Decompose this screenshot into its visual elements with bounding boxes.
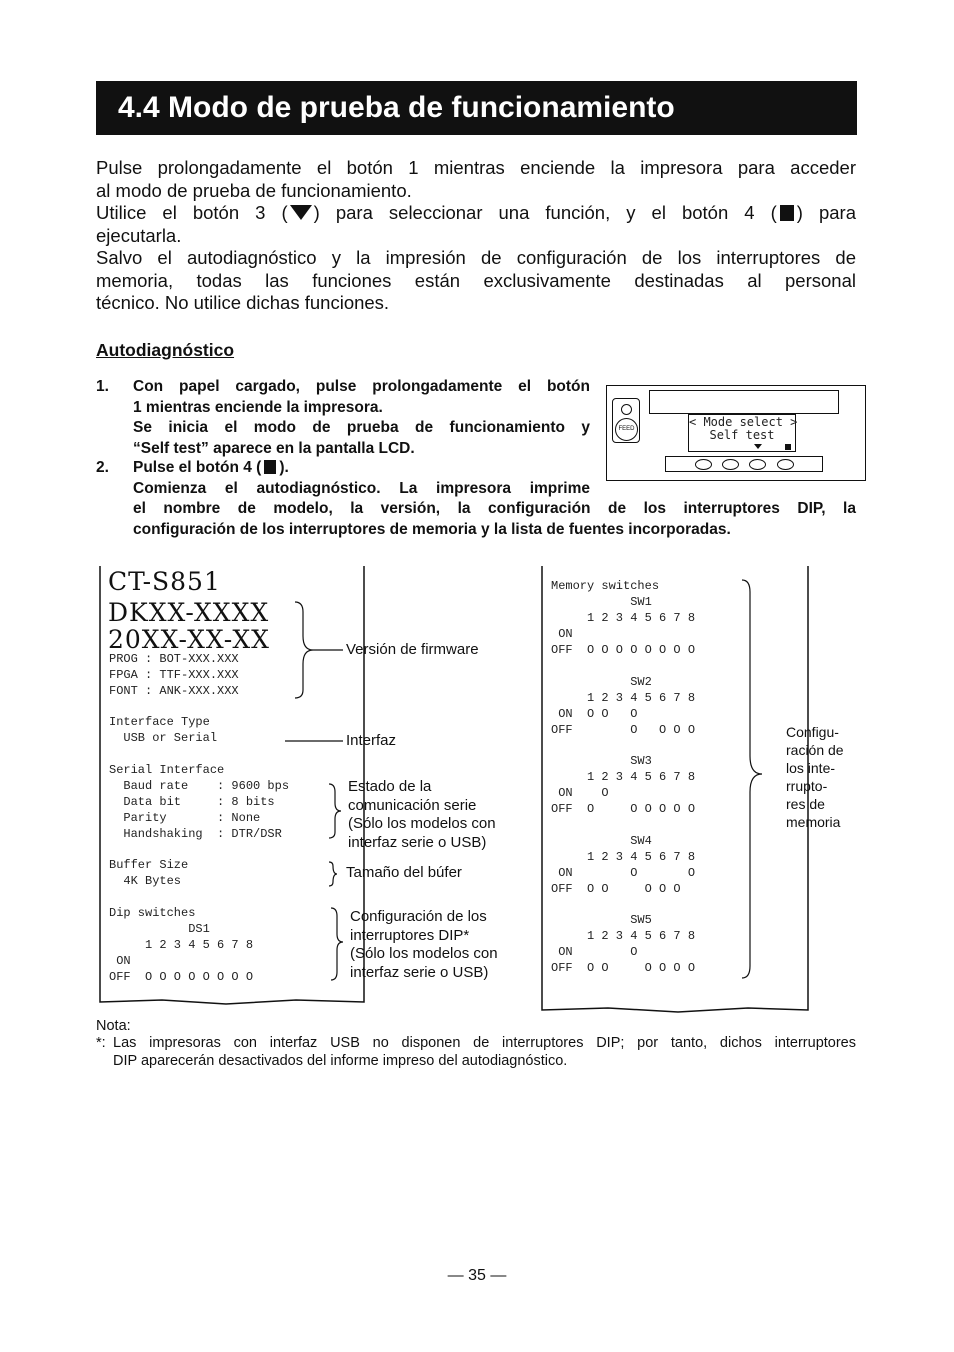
sw-on: ON	[551, 627, 573, 641]
section-heading: Autodiagnóstico	[96, 340, 235, 360]
sw-name: SW2	[551, 675, 652, 689]
led-icon	[621, 404, 632, 415]
sw-off: OFF O O O O O	[551, 882, 681, 896]
sw-off: OFF O O O O O O	[551, 961, 696, 975]
intro-line: técnico. No utilice dichas funciones.	[96, 292, 390, 313]
sw-name: SW5	[551, 913, 652, 927]
sw-on: ON O O O	[551, 707, 638, 721]
button-2	[722, 459, 739, 470]
note-label: Nota:	[96, 1018, 131, 1034]
sw-numbers: 1 2 3 4 5 6 7 8	[551, 850, 696, 864]
receipt-line: USB or Serial	[109, 731, 218, 745]
memory-brace	[738, 576, 778, 986]
brace-lines	[285, 598, 355, 998]
firmware-date: 20XX-XX-XX	[108, 625, 270, 654]
receipt-line: Dip switches	[109, 906, 196, 920]
receipt-line: FONT : ANK-XXX.XXX	[109, 684, 239, 698]
annotation-memory: Configu- ración de los inte- rrupto- res de memoria	[786, 724, 844, 830]
receipt-line: PROG : BOT-XXX.XXX	[109, 652, 239, 666]
step-number: 2.	[96, 459, 109, 476]
intro-paragraph	[96, 157, 856, 315]
feed-button: FEED	[615, 418, 638, 441]
sw-off: OFF O O O O	[551, 723, 696, 737]
intro-line: memoria, todas las funciones están exclusivamente destinadas al personal	[96, 269, 856, 291]
sw-numbers: 1 2 3 4 5 6 7 8	[551, 770, 696, 784]
receipt-line: OFF O O O O O O O O	[109, 970, 254, 984]
receipt-line: Parity : None	[109, 811, 261, 825]
intro-line: Pulse prolongadamente el botón 1 mientras enciende la impresora para acceder	[96, 157, 856, 178]
square-button-icon	[264, 460, 276, 474]
receipt-line: Baud rate : 9600 bps	[109, 779, 290, 793]
sw-off: OFF O O O O O O O O	[551, 643, 696, 657]
page-title: 4.4 Modo de prueba de funcionamiento	[118, 91, 675, 124]
annotation-serial: Estado de la comunicación serie (Sólo los modelos con interfaz serie o USB)	[348, 778, 496, 851]
receipt-line: Memory switches	[551, 579, 660, 593]
receipt-line: 1 2 3 4 5 6 7 8	[109, 938, 254, 952]
step-number: 1.	[96, 378, 109, 395]
annotation-buffer: Tamaño del búfer	[346, 864, 462, 881]
receipt-line: FPGA : TTF-XXX.XXX	[109, 668, 239, 682]
button-1	[695, 459, 712, 470]
note-text: DIP aparecerán desactivados del informe impreso del autodiagnóstico.	[113, 1053, 568, 1069]
step-1: Con papel cargado, pulse prolongadamente el botón 1 mientras enciende la impresora. Se inicia el modo de prueba de funcionamiento y “Self test” aparece en la pantalla LCD.	[133, 378, 590, 457]
lcd-display	[688, 414, 796, 452]
sw-name: SW1	[551, 595, 652, 609]
sw-on: ON O	[551, 786, 609, 800]
receipt-line: DS1	[109, 922, 210, 936]
sw-numbers: 1 2 3 4 5 6 7 8	[551, 929, 696, 943]
firmware-code: DKXX-XXXX	[108, 598, 270, 627]
note-text: Las impresoras con interfaz USB no disponen de interruptores DIP; por tanto, dichos interruptores	[113, 1035, 856, 1051]
page-number: — 35 —	[447, 1267, 507, 1284]
sw-name: SW4	[551, 834, 652, 848]
receipt-line: Buffer Size	[109, 858, 189, 872]
feed-button-area	[612, 398, 640, 443]
model-name: CT-S851	[108, 567, 221, 596]
receipt-line: ON	[109, 954, 131, 968]
sw-on: ON O O	[551, 866, 696, 880]
sw-numbers: 1 2 3 4 5 6 7 8	[551, 611, 696, 625]
receipt-line: Interface Type	[109, 715, 210, 729]
receipt-line: Data bit : 8 bits	[109, 795, 275, 809]
intro-line: ejecutarla.	[96, 224, 182, 246]
lcd-line: < Mode select >	[689, 415, 798, 429]
square-button-icon	[780, 205, 794, 221]
sw-on: ON O	[551, 945, 638, 959]
receipt-line: Serial Interface	[109, 763, 225, 777]
sw-off: OFF O O O O O O	[551, 802, 696, 816]
note-marker: *:	[96, 1035, 106, 1051]
down-arrow-icon	[753, 443, 763, 450]
receipt-line: Handshaking : DTR/DSR	[109, 827, 282, 841]
button-3	[749, 459, 766, 470]
step-2: Pulse el botón 4 ( ). Comienza el autodiagnóstico. La impresora imprime el nombre de modelo, la versión, la configuración de los interruptores DIP, la configuración de los interruptores de memoria y la lista de fuentes incorporadas.	[133, 459, 856, 538]
intro-line: al modo de prueba de funcionamiento.	[96, 179, 412, 201]
sw-numbers: 1 2 3 4 5 6 7 8	[551, 691, 696, 705]
intro-line: Utilice el botón 3 ( ) para seleccionar una función, y el botón 4 ( ) para	[96, 202, 857, 223]
receipt-line: 4K Bytes	[109, 874, 182, 888]
lcd-line: Self test	[709, 428, 775, 442]
down-triangle-icon	[290, 205, 312, 220]
intro-line: Salvo el autodiagnóstico y la impresión de configuración de los interruptores de	[96, 247, 856, 268]
lcd-top-panel	[649, 390, 839, 414]
square-icon	[785, 444, 792, 450]
lcd-button-row	[665, 456, 823, 472]
annotation-interface: Interfaz	[346, 732, 397, 749]
sw-name: SW3	[551, 754, 652, 768]
button-4	[777, 459, 794, 470]
annotation-firmware: Versión de firmware	[346, 641, 479, 658]
annotation-dip: Configuración de los interruptores DIP* (Sólo los modelos con interfaz serie o USB)	[350, 908, 498, 981]
